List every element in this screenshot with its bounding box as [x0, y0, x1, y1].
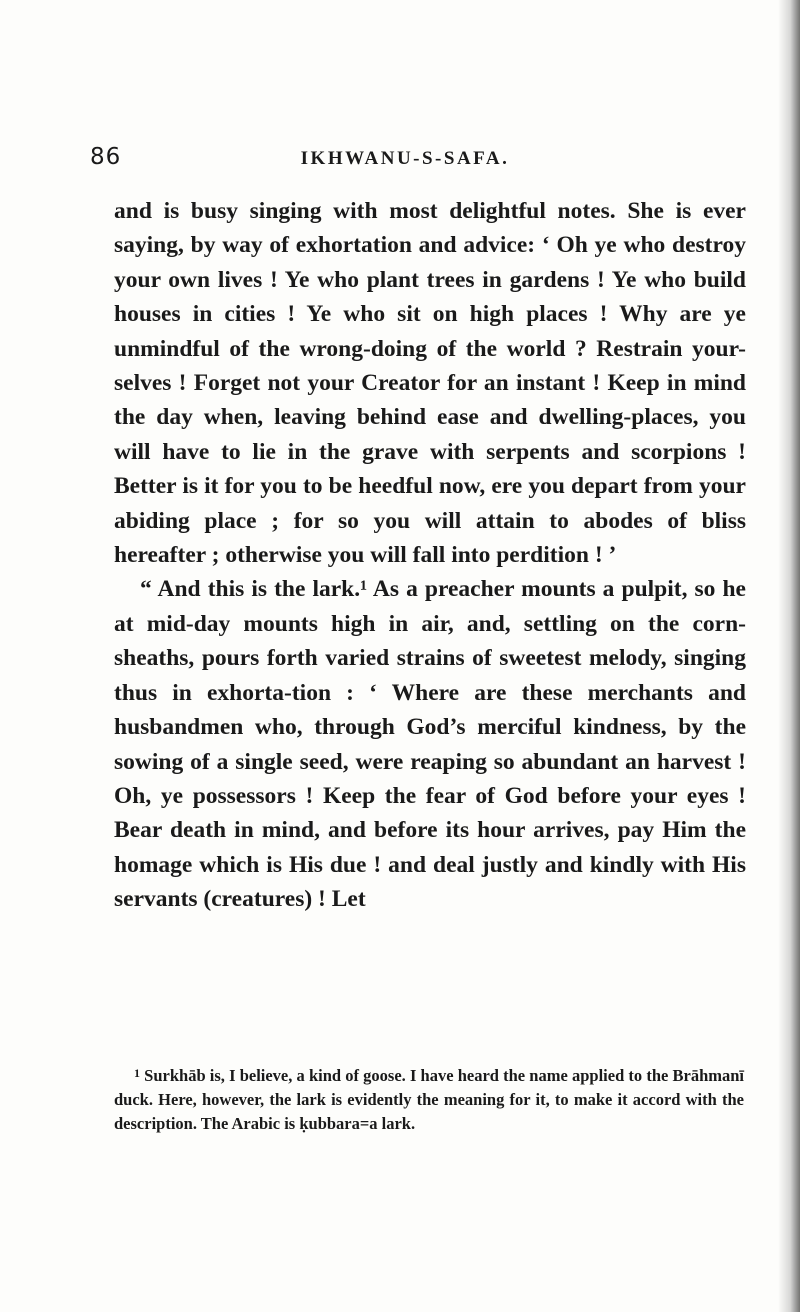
page-number: 86: [90, 144, 122, 170]
footnote: [114, 1064, 744, 1136]
paragraph: and is busy singing with most delightful notes. She is ever saying, by way of exhortation and advice: ‘ Oh ye who destroy your own lives ! Ye who plant trees in gardens ! Ye who build houses in cities ! Ye who sit on high places ! Why are ye unmindful of the wrong-doing of the world ? Restrain your-selves ! Forget not your Creator for an instant ! Keep in mind the day when, leaving behind ease and dwelling-places, you will have to lie in the grave with serpents and scorpions ! Better is it for you to be heedful now, ere you depart from your abiding place ; for so you will attain to abodes of bliss hereafter ; otherwise you will fall into perdition ! ’: [114, 198, 746, 569]
paragraph: “ And this is the lark.¹ As a preacher mounts a pulpit, so he at mid-day mounts high in air, and, settling on the corn-sheaths, pours forth varied strains of sweetest melody, singing thus in exhorta-tion : ‘ Where are these merchants and husbandmen who, through God’s merciful kindness, by the sowing of a single seed, were reaping so abundant an harvest ! Oh, ye possessors ! Keep the fear of God before your eyes ! Bear death in mind, and before its hour arrives, pay Him the homage which is His due ! and deal justly and kindly with His servants (creatures) ! Let: [114, 576, 746, 913]
footnotes: [114, 1064, 744, 1136]
page-header: [90, 144, 720, 178]
footnote-text: Surkhāb is, I believe, a kind of goose. I have heard the name applied to the Brāhmanī duck. Here, however, the lark is evidently the meaning for it, to make it accord with the description. The Arabic is ḳubbara=a lark.: [114, 1066, 745, 1133]
page-edge-shadow: [778, 0, 800, 1312]
footnote-marker: 1: [134, 1066, 140, 1080]
body-text: [114, 194, 746, 917]
running-title: IKHWANU-S-SAFA.: [300, 148, 510, 169]
